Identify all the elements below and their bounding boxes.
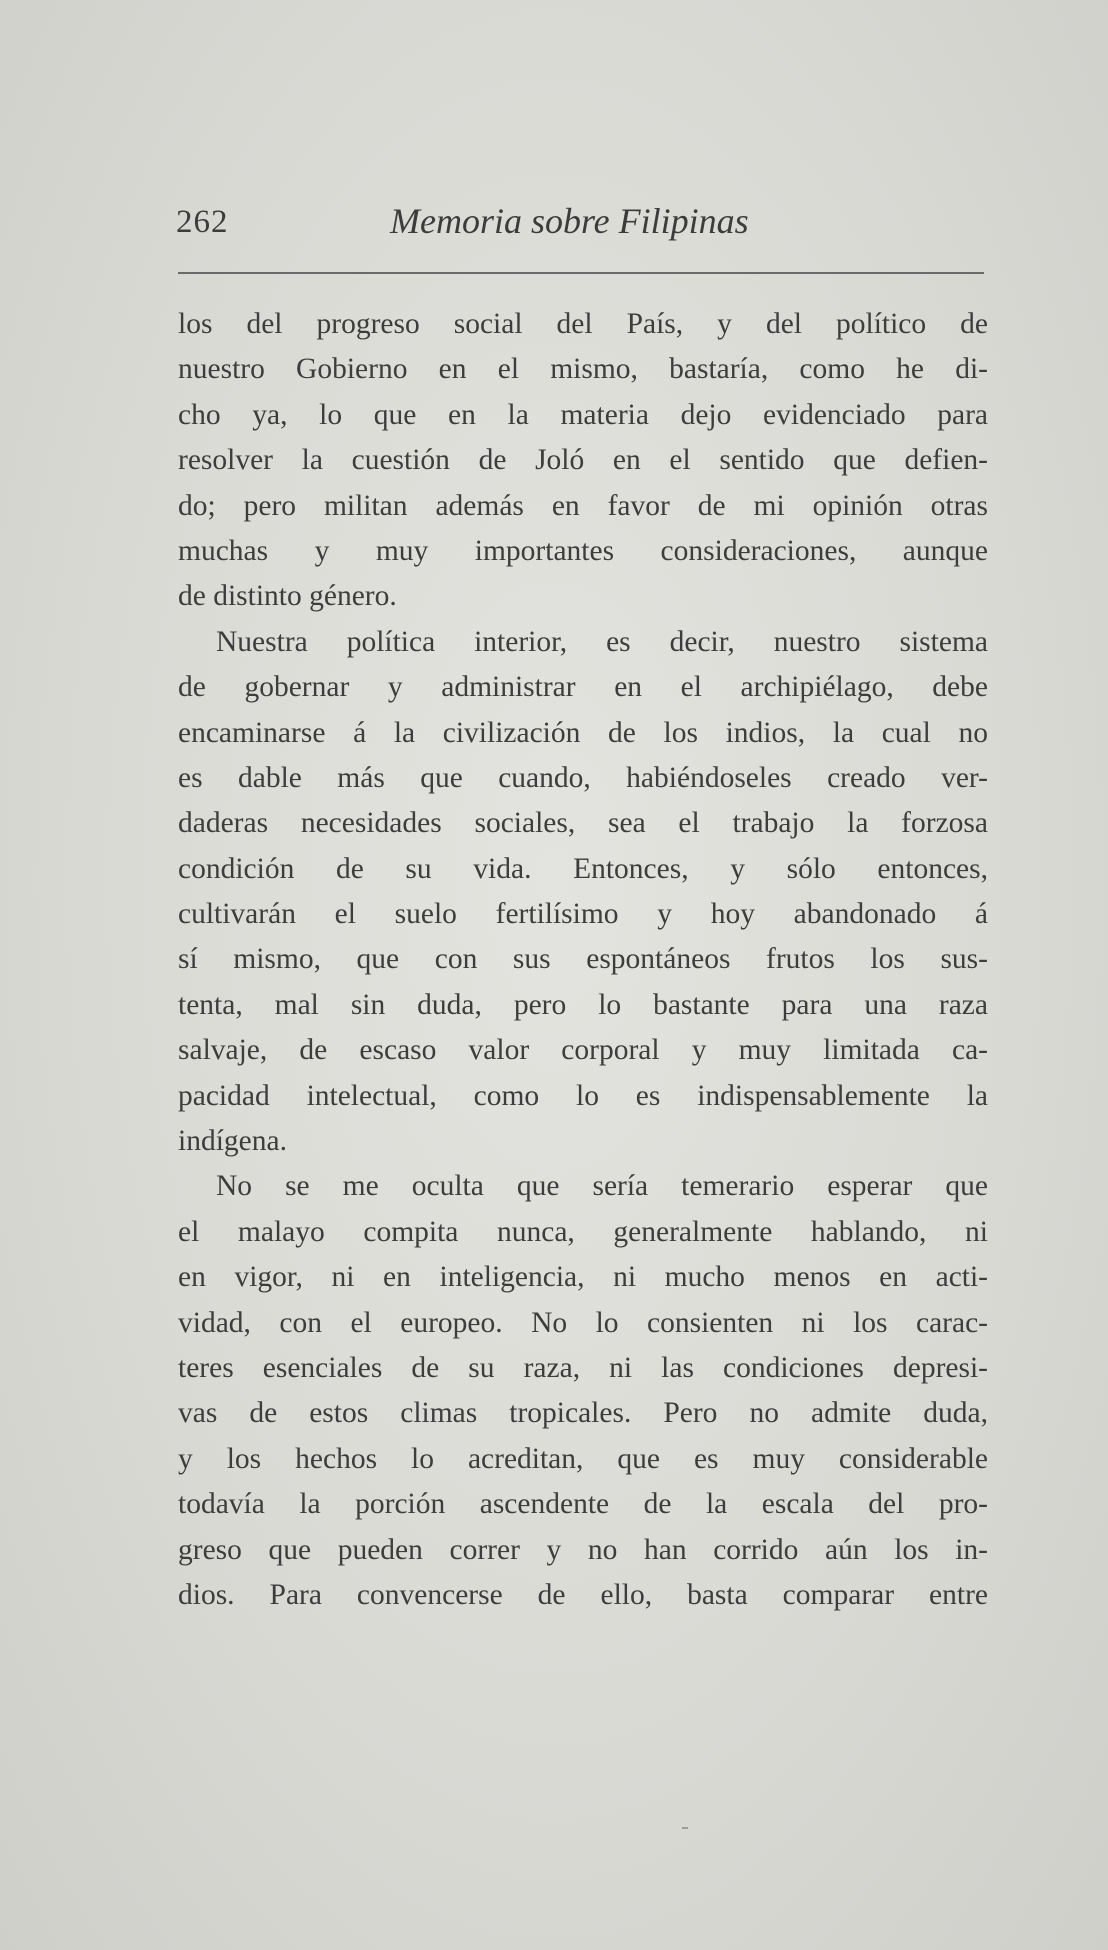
page-number: 262 bbox=[176, 204, 229, 240]
text-line: vidad, con el europeo. No lo consienten ni los carac- bbox=[178, 1306, 988, 1339]
text-line: teres esenciales de su raza, ni las condiciones depresi- bbox=[178, 1351, 988, 1384]
text-line: do; pero militan además en favor de mi opinión otras bbox=[178, 489, 988, 522]
text-line: en vigor, ni en inteligencia, ni mucho menos en acti- bbox=[178, 1261, 988, 1294]
text-line: muchas y muy importantes consideraciones, aunque bbox=[178, 534, 988, 567]
text-line: nuestro Gobierno en el mismo, bastaría, como he di- bbox=[178, 353, 988, 386]
text-line: los del progreso social del País, y del político de bbox=[178, 308, 988, 340]
text-line: daderas necesidades sociales, sea el trabajo la forzosa bbox=[178, 807, 988, 840]
text-line: cho ya, lo que en la materia dejo evidenciado para bbox=[178, 398, 988, 431]
text-line: No se me oculta que sería temerario esperar que bbox=[216, 1170, 988, 1203]
page-header bbox=[176, 196, 986, 256]
text-line: cultivarán el suelo fertilísimo y hoy abandonado á bbox=[178, 898, 988, 931]
body-text bbox=[178, 302, 988, 1618]
text-line: es dable más que cuando, habiéndoseles creado ver- bbox=[178, 761, 988, 794]
text-line: Nuestra política interior, es decir, nuestro sistema bbox=[216, 625, 988, 658]
text-line: encaminarse á la civilización de los indios, la cual no bbox=[178, 716, 988, 749]
text-line: indígena. bbox=[178, 1125, 287, 1158]
text-line: de gobernar y administrar en el archipiélago, debe bbox=[178, 671, 988, 704]
header-rule bbox=[178, 272, 984, 274]
text-line: y los hechos lo acreditan, que es muy considerable bbox=[178, 1442, 988, 1475]
text-line: salvaje, de escaso valor corporal y muy limitada ca- bbox=[178, 1034, 988, 1067]
text-line: greso que pueden correr y no han corrido aún los in- bbox=[178, 1533, 988, 1566]
running-title: Memoria sobre Filipinas bbox=[390, 201, 749, 241]
text-line: tenta, mal sin duda, pero lo bastante para una raza bbox=[178, 988, 988, 1021]
text-line: dios. Para convencerse de ello, basta comparar entre bbox=[178, 1578, 988, 1611]
text-line: todavía la porción ascendente de la escala del pro- bbox=[178, 1488, 988, 1521]
text-line: de distinto género. bbox=[178, 580, 397, 613]
text-line: el malayo compita nunca, generalmente hablando, ni bbox=[178, 1215, 988, 1248]
text-line: sí mismo, que con sus espontáneos frutos los sus- bbox=[178, 943, 988, 976]
text-line: condición de su vida. Entonces, y sólo entonces, bbox=[178, 852, 988, 885]
text-line: vas de estos climas tropicales. Pero no admite duda, bbox=[178, 1397, 988, 1430]
text-line: pacidad intelectual, como lo es indispensablemente la bbox=[178, 1079, 988, 1112]
text-line: resolver la cuestión de Joló en el sentido que defien- bbox=[178, 444, 988, 477]
paper-speck bbox=[682, 1827, 688, 1829]
